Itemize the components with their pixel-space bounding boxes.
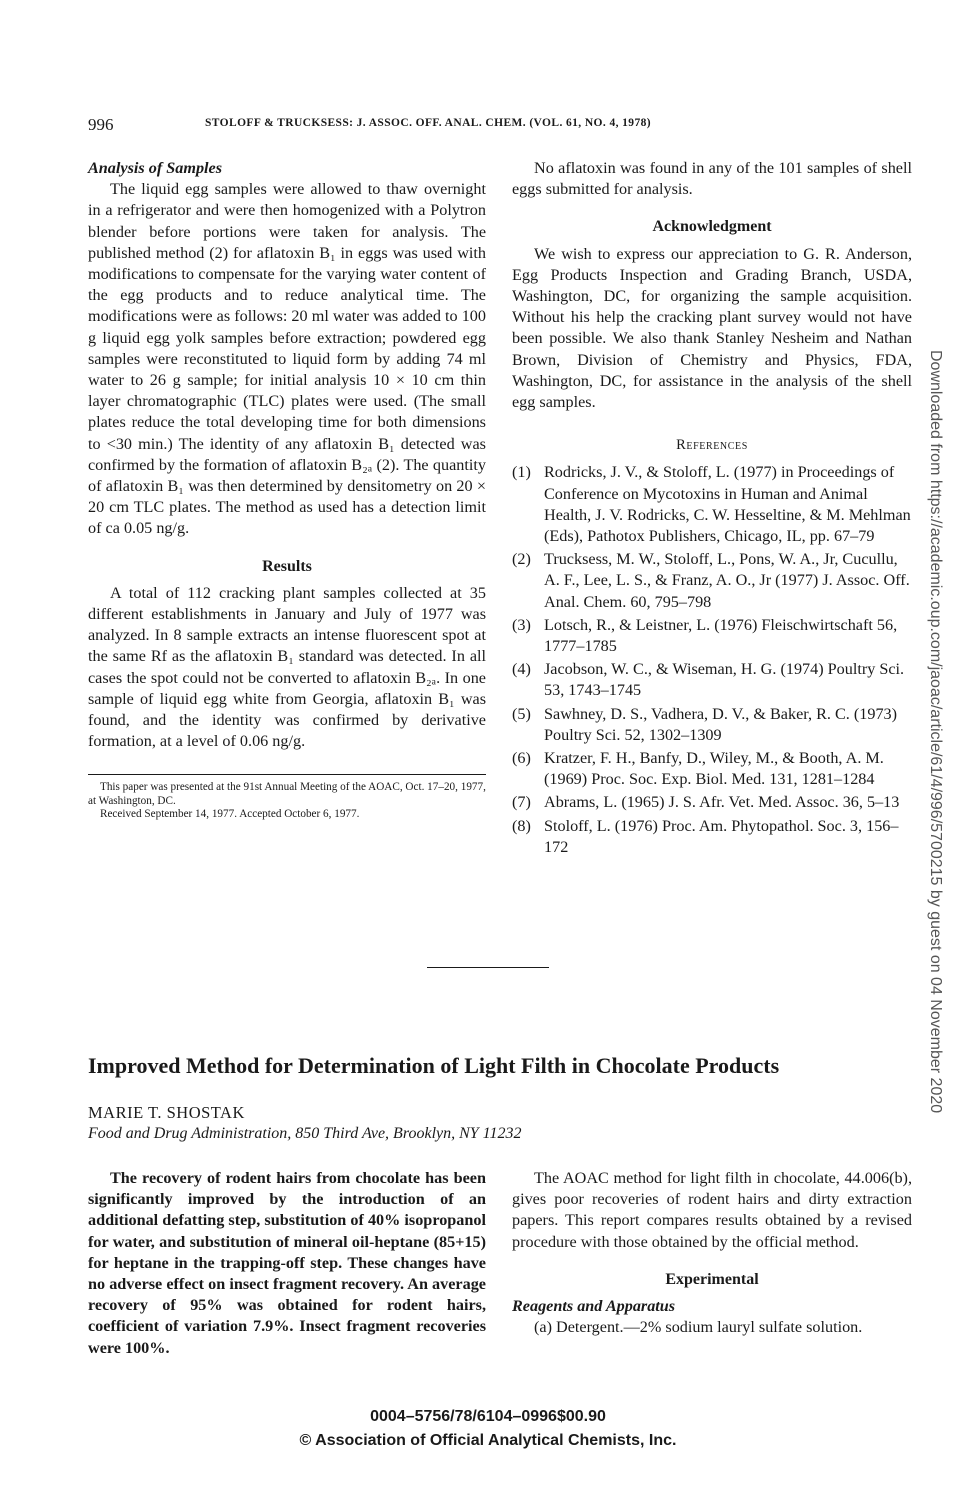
acknowledgment-heading: Acknowledgment [652, 218, 772, 236]
running-head: STOLOFF & TRUCKSESS: J. ASSOC. OFF. ANAL. CHEM. (VOL. 61, NO. 4, 1978) [205, 117, 651, 129]
author-affiliation: Food and Drug Administration, 850 Third Ave, Brooklyn, NY 11232 [88, 1125, 522, 1142]
references-heading: References [676, 437, 748, 454]
results-heading: Results [262, 557, 312, 575]
reference-item [512, 659, 912, 701]
reference-item [512, 704, 912, 746]
reference-text: Stoloff, L. (1976) Proc. Am. Phytopathol. Soc. 3, 156–172 [544, 816, 899, 856]
intro-column [512, 1168, 912, 1338]
reference-text: Trucksess, M. W., Stoloff, L., Pons, W. A., Jr, Cucullu, A. F., Lee, L. S., & Franz, A. O., Jr (1977) J. Assoc. Off. Anal. Chem. 60, 795–798 [544, 550, 910, 611]
article-title: Improved Method for Determination of Light Filth in Chocolate Products [88, 1053, 780, 1078]
page-number: 996 [88, 115, 114, 134]
reagents-heading: Reagents and Apparatus [512, 1297, 676, 1316]
watermark-text: Downloaded from https://academic.oup.com/jaoac/article/61/4/996/5700215 by guest on 04 November 2020 [927, 350, 944, 1114]
reference-text: Abrams, L. (1965) J. S. Afr. Vet. Med. Assoc. 36, 5–13 [544, 793, 900, 812]
reference-item [512, 615, 912, 657]
reference-number: (1) [512, 463, 531, 482]
reference-number: (7) [512, 793, 531, 812]
reference-number: (4) [512, 660, 531, 679]
reference-number: (2) [512, 550, 531, 569]
reference-number: (8) [512, 816, 531, 835]
abstract-column [88, 1168, 486, 1359]
reference-text: Jacobson, W. C., & Wiseman, H. G. (1974) Poultry Sci. 53, 1743–1745 [544, 660, 905, 700]
article-divider [427, 967, 549, 968]
experimental-heading: Experimental [665, 1270, 759, 1288]
reference-item [512, 549, 912, 613]
reference-item [512, 792, 912, 813]
abstract-paragraph: The recovery of rodent hairs from chocolate has been significantly improved by the introduction of an additional defatting step, substitution of 40% isopropanol for water, and substitution of mineral oil-heptane (85+15) for heptane in the trapping-off step. These changes have no adverse effect on insect fragment recovery. An average recovery of 95% was obtained for rodent hairs, coefficient of variation 7.9%. Insect fragment recoveries were 100%. [88, 1169, 486, 1357]
footer-code: 0004–5756/78/6104–0996$00.90 [370, 1408, 606, 1425]
footer-copyright: © Association of Official Analytical Chemists, Inc. [299, 1432, 677, 1449]
reference-text: Kratzer, F. H., Banfy, D., Wiley, M., & Booth, A. M. (1969) Proc. Soc. Exp. Biol. Med. 131, 1281–1284 [544, 749, 884, 789]
intro-paragraph: The AOAC method for light filth in chocolate, 44.006(b), gives poor recoveries of rodent hairs and dirty extraction papers. This report compares results obtained by a revised procedure with those obtained by the official method. [512, 1169, 912, 1251]
reference-text: Sawhney, D. S., Vadhera, D. V., & Baker, R. C. (1973) Poultry Sci. 52, 1302–1309 [544, 704, 898, 744]
reference-item [512, 462, 912, 547]
reference-item [512, 748, 912, 790]
analysis-paragraph: The liquid egg samples were allowed to thaw overnight in a refrigerator and were then homogenized with a Polytron blender before portions were taken for analysis. The published method (2) for aflatoxin B₁ in eggs was used with modifications to compensate for the varying water content of the egg products and to reduce analytical time. The modifications were as follows: 20 ml water was added to 100 g liquid egg yolk samples before extraction; powdered egg samples were reconstituted to liquid form by adding 74 ml water to 26 g sample; for initial analysis 10 × 10 cm thin layer chromatographic (TLC) plates were used. (The small plates reduce the total developing time for both dimensions to <30 min.) The identity of any aflatoxin B₁ detected was confirmed by the formation of aflatoxin B₂ₐ (2). The quantity of aflatoxin B₁ was then determined by densitometry on 20 × 20 cm TLC plates. The method as used has a detection limit of ca 0.05 ng/g. [88, 180, 486, 538]
reference-item [512, 816, 912, 858]
reference-text: Rodricks, J. V., & Stoloff, L. (1977) in Proceedings of Conference on Mycotoxins in Human and Animal Health, J. V. Rodricks, C. W. Hesseltine, & M. Mehlman (Eds), Pathotox Publishers, Chicago, IL, pp. 67–79 [544, 463, 911, 546]
analysis-heading: Analysis of Samples [88, 159, 223, 177]
reagent-a: (a) Detergent.—2% sodium lauryl sulfate solution. [534, 1318, 863, 1337]
results-paragraph: A total of 112 cracking plant samples collected at 35 different establishments in January and July of 1977 was analyzed. In 8 sample extracts an intense fluorescent spot at the same Rf as the aflatoxin B₁ standard was detected. In all cases the spot could not be converted to aflatoxin B₂ₐ. In one sample of liquid egg white from Georgia, aflatoxin B₁ was found, and the identity was confirmed by derivative formation, at a level of 0.06 ng/g. [88, 583, 486, 751]
author-name: MARIE T. SHOSTAK [88, 1103, 245, 1122]
right-column [512, 158, 912, 860]
footnote-received: Received September 14, 1977. Accepted October 6, 1977. [100, 808, 360, 821]
reference-number: (6) [512, 749, 531, 768]
shell-eggs-paragraph: No aflatoxin was found in any of the 101 samples of shell eggs submitted for analysis. [512, 159, 912, 199]
left-column [88, 158, 486, 822]
reference-text: Lotsch, R., & Leistner, L. (1976) Fleischwirtschaft 56, 1777–1785 [544, 615, 898, 656]
reference-number: (3) [512, 615, 531, 634]
footnote-presentation: This paper was presented at the 91st Annual Meeting of the AOAC, Oct. 17–20, 1977, at Washington, DC. [88, 781, 486, 807]
reference-number: (5) [512, 704, 531, 723]
footnote-rule [88, 774, 486, 775]
acknowledgment-paragraph: We wish to express our appreciation to G. R. Anderson, Egg Products Inspection and Grading Branch, USDA, Washington, DC, for organizing the sample acquisition. Without his help the cracking plant survey would not have been possible. We also thank Stanley Nesheim and Nathan Brown, Division of Chemistry and Physics, FDA, Washington, DC, for assistance in the analysis of the shell egg samples. [512, 244, 912, 412]
references-list [512, 462, 912, 858]
